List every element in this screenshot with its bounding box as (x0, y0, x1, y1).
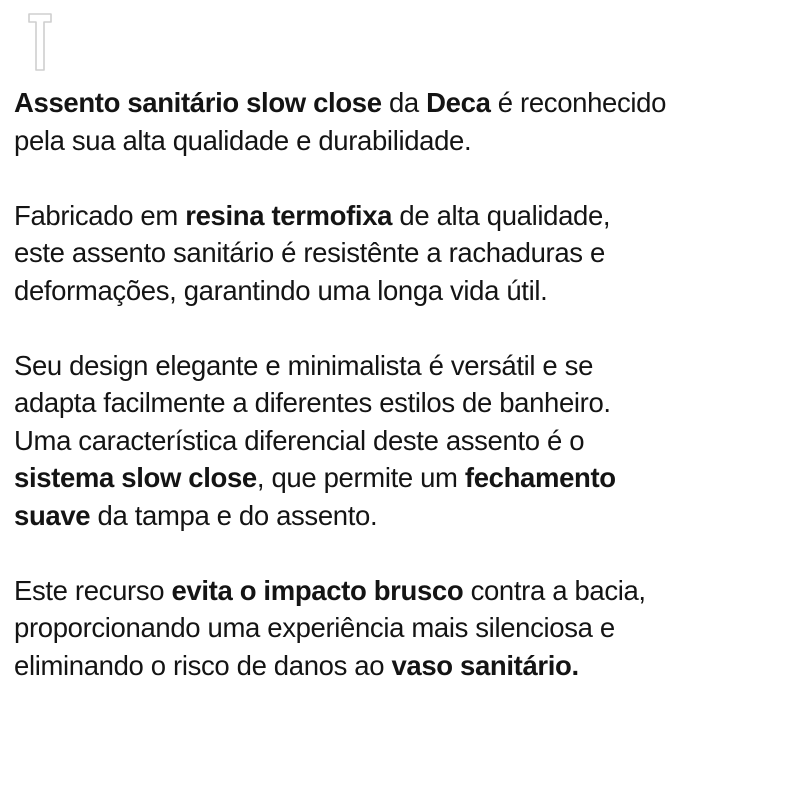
paragraph-3 (14, 347, 794, 535)
text-line (14, 84, 794, 122)
text: é reconhecido (490, 87, 667, 118)
text: da tampa e do assento. (90, 499, 378, 531)
text-line (14, 647, 794, 685)
text: Uma característica diferencial deste assento é o (14, 424, 585, 456)
text: eliminando o risco de danos ao (14, 649, 392, 681)
text: adapta facilmente a diferentes estilos de banheiro. (14, 387, 611, 418)
bold-text: Deca (426, 87, 491, 118)
text: este assento sanitário é resistênte a rachaduras e (14, 237, 605, 268)
brand-logo-icon (28, 12, 52, 72)
text-line (14, 197, 794, 235)
text-line (14, 122, 794, 160)
text: Este recurso (14, 574, 172, 606)
bold-text: sistema slow close (14, 462, 257, 493)
text: proporcionando uma experiência mais silenciosa e (14, 612, 615, 643)
bold-text: fechamento (464, 462, 616, 493)
bold-text: suave (14, 499, 91, 531)
text-line (14, 272, 794, 310)
paragraph-4 (14, 572, 794, 685)
text-line (14, 347, 794, 385)
text: da (381, 87, 427, 118)
text-line (14, 497, 794, 535)
text: contra a bacia, (463, 574, 646, 606)
text-line (14, 234, 794, 272)
text: Seu design elegante e minimalista é versátil e se (14, 349, 594, 381)
bold-text: resina termofixa (185, 199, 393, 231)
text: , que permite um (256, 462, 465, 493)
description-text (14, 84, 794, 684)
paragraph-2 (14, 197, 794, 310)
text: pela sua alta qualidade e durabilidade. (14, 124, 472, 156)
text: de alta qualidade, (392, 199, 611, 231)
text-line (14, 572, 794, 610)
bold-text: vaso sanitário. (391, 649, 579, 681)
text-line (14, 459, 794, 497)
text-line (14, 422, 794, 460)
text-line (14, 384, 794, 422)
bold-text: evita o impacto brusco (171, 574, 464, 606)
text: deformações, garantindo uma longa vida útil. (14, 274, 548, 306)
paragraph-1 (14, 84, 794, 159)
text: Fabricado em (14, 199, 186, 231)
text-line (14, 609, 794, 647)
bold-text: Assento sanitário slow close (14, 87, 382, 118)
